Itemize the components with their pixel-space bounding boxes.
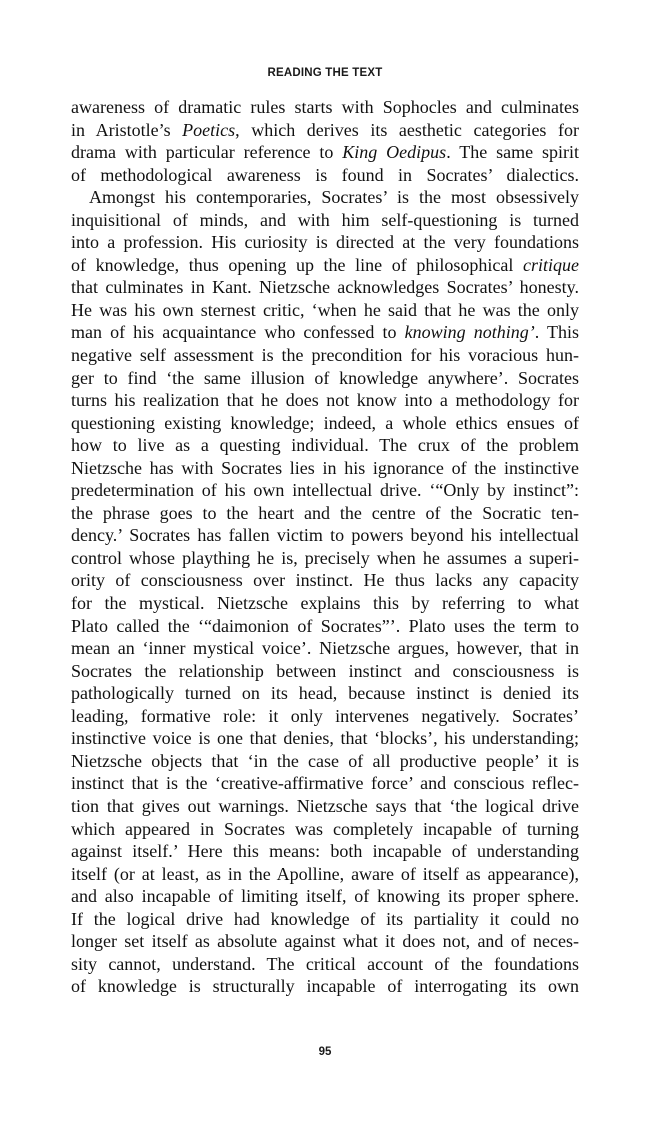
text-run: dency.’ Socrates has fallen victim to powers beyond his intellectual (71, 525, 579, 546)
text-run: . This (534, 322, 579, 343)
text-line (71, 953, 579, 976)
text-run: awareness of dramatic rules starts with Sophocles and culminates (71, 97, 579, 117)
text-run: Plato called the ‘“daimonion of Socrates”’. Plato uses the term to (71, 615, 579, 636)
text-run: , which derives its aesthetic categories for (235, 119, 579, 140)
text-run: which appeared in Socrates was completely incapable of turning (71, 818, 579, 839)
text-run: the phrase goes to the heart and the centre of the Socratic ten- (71, 502, 579, 523)
running-head: READING THE TEXT (267, 67, 383, 79)
text-line (71, 705, 579, 728)
text-line (71, 96, 579, 119)
text-line (71, 209, 579, 232)
text-line (71, 434, 579, 457)
text-run: Socrates the relationship between instinct and consciousness is (71, 660, 579, 681)
text-line (71, 592, 579, 615)
text-run: longer set itself as absolute against what it does not, and of neces- (71, 931, 579, 952)
text-line (71, 569, 579, 592)
text-run: Nietzsche has with Socrates lies in his ignorance of the instinctive (71, 457, 579, 478)
text-line (71, 479, 579, 502)
text-run: If the logical drive had knowledge of its partiality it could no (71, 908, 579, 929)
italic-run: King Oedipus (342, 142, 447, 163)
text-run: pathologically turned on its head, because instinct is denied its (71, 683, 579, 704)
text-run: turns his realization that he does not know into a methodology for (71, 390, 579, 411)
text-run: ger to find ‘the same illusion of knowledge anywhere’. Socrates (71, 367, 579, 388)
text-line (71, 840, 579, 863)
text-line (71, 637, 579, 660)
italic-run: Poetics (182, 119, 236, 140)
text-line (71, 389, 579, 412)
italic-run: critique (523, 254, 579, 275)
text-line (71, 141, 579, 164)
text-line (71, 254, 579, 277)
text-line (71, 930, 579, 953)
text-line (71, 660, 579, 683)
text-line (71, 299, 579, 322)
text-run: instinctive voice is one that denies, that ‘blocks’, his understanding; (71, 728, 579, 749)
text-run: control whose plaything he is, precisely when he assumes a superi- (71, 547, 579, 568)
text-run: drama with particular reference to (71, 142, 343, 163)
text-line (71, 502, 579, 525)
text-run: man of his acquaintance who confessed to (71, 322, 405, 343)
text-run: Nietzsche objects that ‘in the case of all productive people’ it is (71, 750, 579, 771)
text-run: inquisitional of minds, and with him self-questioning is turned (71, 209, 579, 230)
text-line (71, 772, 579, 795)
text-run: Amongst his contemporaries, Socrates’ is the most obsessively (89, 187, 579, 208)
text-run: negative self assessment is the precondition for his voracious hun- (71, 345, 579, 366)
text-run: He was his own sternest critic, ‘when he said that he was the only (71, 299, 579, 320)
text-line (71, 975, 579, 998)
text-line (71, 524, 579, 547)
text-line (71, 863, 579, 886)
body-text (71, 96, 579, 998)
text-run: predetermination of his own intellectual drive. ‘“Only by instinct”: (71, 480, 579, 501)
text-run: and also incapable of limiting itself, of knowing its proper sphere. (71, 886, 579, 907)
text-run: of knowledge is structurally incapable of interrogating its own (71, 976, 579, 997)
text-run: . The same spirit (446, 142, 579, 163)
italic-run: knowing nothing’ (404, 322, 535, 343)
text-line (71, 457, 579, 480)
text-run: instinct that is the ‘creative-affirmative force’ and conscious reflec- (71, 773, 579, 794)
text-run: into a profession. His curiosity is directed at the very foundations (71, 232, 579, 253)
text-line (71, 321, 579, 344)
text-run: of methodological awareness is found in Socrates’ dialectics. (71, 164, 579, 185)
text-line (71, 818, 579, 841)
text-run: in Aristotle’s (71, 119, 183, 140)
text-line (71, 908, 579, 931)
text-run: ority of consciousness over instinct. He thus lacks any capacity (71, 570, 579, 591)
text-line (71, 727, 579, 750)
text-line (71, 615, 579, 638)
text-run: leading, formative role: it only intervenes negatively. Socrates’ (71, 705, 579, 726)
text-run: of knowledge, thus opening up the line of philosophical (71, 254, 523, 275)
text-run: sity cannot, understand. The critical account of the foundations (71, 953, 579, 974)
text-run: itself (or at least, as in the Apolline, aware of itself as appearance), (71, 863, 579, 884)
text-line (71, 547, 579, 570)
text-run: against itself.’ Here this means: both incapable of understanding (71, 841, 579, 862)
text-line (71, 750, 579, 773)
text-run: tion that gives out warnings. Nietzsche says that ‘the logical drive (71, 795, 579, 816)
text-line (71, 795, 579, 818)
text-line (71, 367, 579, 390)
text-line (71, 885, 579, 908)
text-line (71, 164, 579, 187)
text-line (71, 186, 579, 209)
text-line (71, 231, 579, 254)
text-line (71, 412, 579, 435)
text-line (71, 344, 579, 367)
text-line (71, 276, 579, 299)
text-run: how to live as a questing individual. The crux of the problem (71, 435, 579, 456)
text-run: mean an ‘inner mystical voice’. Nietzsche argues, however, that in (71, 638, 579, 659)
text-line (71, 119, 579, 142)
page-number: 95 (318, 1046, 332, 1058)
text-run: that culminates in Kant. Nietzsche acknowledges Socrates’ honesty. (71, 277, 579, 298)
text-run: for the mystical. Nietzsche explains this by referring to what (71, 593, 579, 614)
text-line (71, 682, 579, 705)
text-run: questioning existing knowledge; indeed, a whole ethics ensues of (71, 412, 579, 433)
